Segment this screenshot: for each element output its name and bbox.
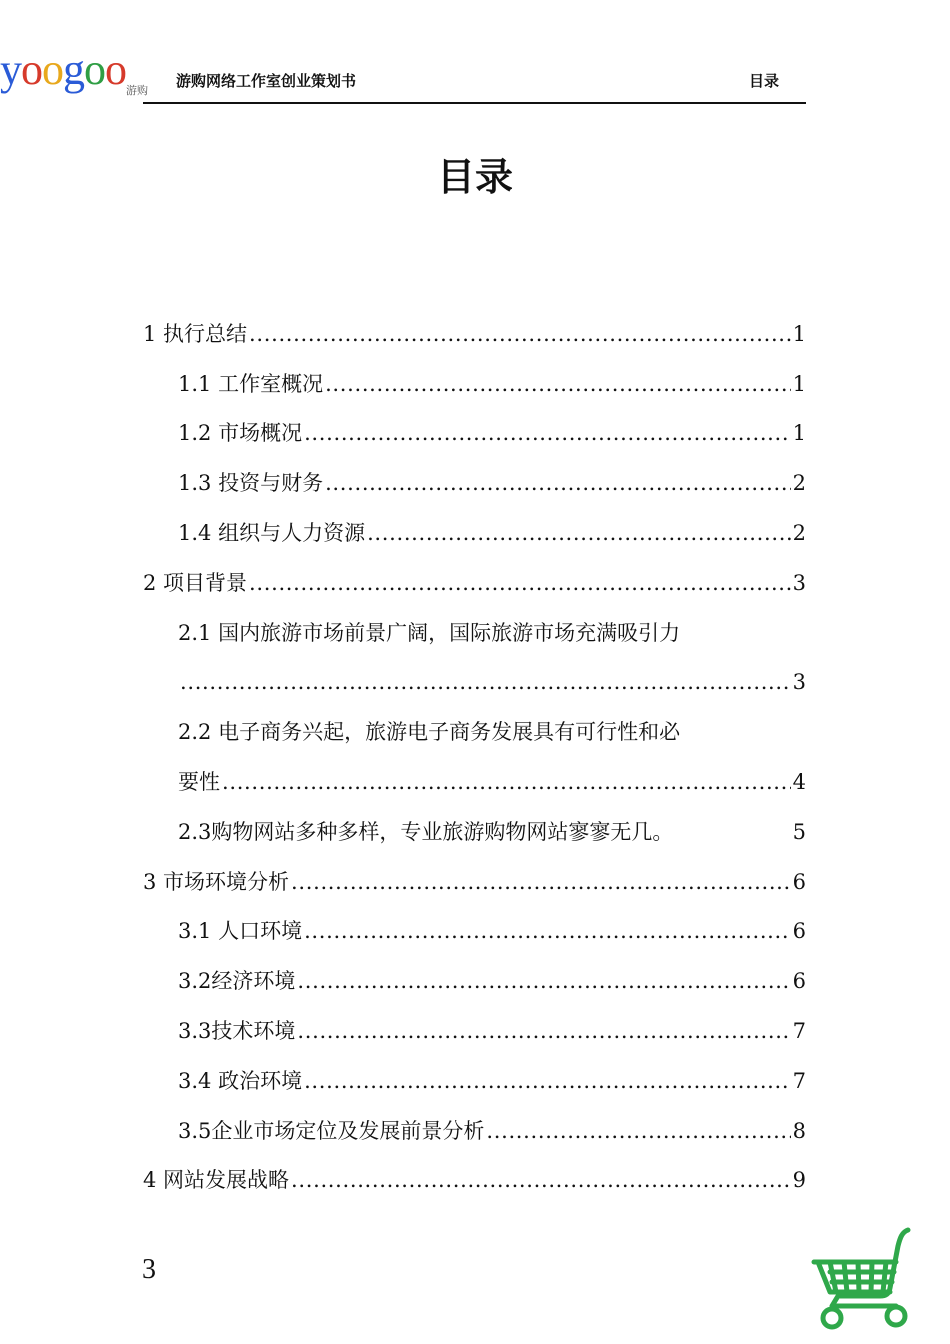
toc-entry-label: 1.2 市场概况 [178, 421, 303, 446]
toc-entry[interactable] [143, 298, 806, 348]
toc-entry-label: 3.1 人口环境 [178, 919, 303, 944]
toc-leader [367, 519, 791, 547]
page-number: 3 [142, 1254, 156, 1285]
toc-entry[interactable] [143, 796, 806, 846]
header-section-name: 目录 [749, 72, 780, 90]
toc-entry[interactable] [143, 896, 806, 946]
toc-entry[interactable] [143, 945, 806, 995]
toc-entry-page: 1 [792, 321, 806, 346]
toc-entry-label: 1.3 投资与财务 [178, 471, 324, 496]
toc-leader [249, 569, 791, 597]
toc-entry-label-continued: 要性 [178, 769, 220, 794]
toc-entry-label: 3.5企业市场定位及发展前景分析 [178, 1118, 485, 1143]
toc-leader [304, 419, 791, 447]
toc-entry[interactable] [143, 597, 806, 697]
toc-entry-page: 3 [792, 570, 806, 595]
toc-entry-page: 8 [792, 1118, 806, 1143]
toc-entry-label: 3.4 政治环境 [178, 1068, 303, 1093]
toc-entry-label: 4 网站发展战略 [143, 1168, 290, 1193]
toc-entry-page: 7 [792, 1018, 806, 1043]
toc-leader [297, 1017, 790, 1045]
header-divider [143, 102, 806, 104]
toc-leader [325, 469, 791, 497]
toc-entry[interactable] [143, 696, 806, 796]
toc-entry-page: 4 [792, 769, 806, 794]
toc-entry-label: 1 执行总结 [143, 321, 248, 346]
toc-entry-label: 3 市场环境分析 [143, 869, 290, 894]
toc-leader [291, 1166, 791, 1194]
toc-entry-label: 3.3技术环境 [178, 1018, 296, 1043]
toc-entry-label: 1.1 工作室概况 [178, 371, 324, 396]
toc-entry-page: 5 [792, 819, 806, 844]
document-title: 游购网络工作室创业策划书 [176, 72, 357, 90]
toc-entry-page: 6 [792, 919, 806, 944]
toc-leader [180, 668, 791, 696]
toc-entry[interactable] [143, 348, 806, 398]
shopping-cart-icon [810, 1226, 920, 1334]
toc-entry-page: 1 [792, 421, 806, 446]
toc-entry-page: 9 [792, 1168, 806, 1193]
toc-entry-label: 3.2经济环境 [178, 969, 296, 994]
toc-entry[interactable] [143, 547, 806, 597]
toc-entry[interactable] [143, 497, 806, 547]
toc-leader [249, 320, 791, 348]
toc-entry-page: 2 [792, 471, 806, 496]
toc-leader [325, 370, 791, 398]
logo-wordmark: yoogoo [0, 45, 126, 94]
toc-leader [304, 917, 791, 945]
toc-entry-label: 2.1 国内旅游市场前景广阔，国际旅游市场充满吸引力 [178, 620, 681, 645]
toc-entry-label: 2.2 电子商务兴起，旅游电子商务发展具有可行性和必 [178, 720, 681, 745]
toc-entry-page: 6 [792, 969, 806, 994]
table-of-contents [143, 298, 806, 1194]
toc-entry-label: 2 项目背景 [143, 570, 248, 595]
toc-entry[interactable] [143, 398, 806, 448]
toc-entry-page: 1 [792, 371, 806, 396]
yoogoo-logo [0, 45, 152, 100]
toc-entry-label: 1.4 组织与人力资源 [178, 520, 366, 545]
page-title: 目录 [436, 155, 513, 199]
toc-entry[interactable] [143, 1145, 806, 1195]
logo-subtext: 游购 [126, 84, 148, 97]
toc-entry-label: 2.3购物网站多种多样，专业旅游购物网站寥寥无几。 [178, 819, 674, 844]
toc-entry[interactable] [143, 1045, 806, 1095]
toc-leader [304, 1067, 791, 1095]
toc-entry[interactable] [143, 447, 806, 497]
toc-entry[interactable] [143, 995, 806, 1045]
toc-leader [486, 1117, 790, 1145]
toc-entry[interactable] [143, 846, 806, 896]
toc-entry-page: 3 [792, 670, 806, 695]
toc-entry-page: 6 [792, 869, 806, 894]
toc-leader [297, 967, 790, 995]
toc-entry-page: 2 [792, 520, 806, 545]
toc-entry-page: 7 [792, 1068, 806, 1093]
toc-leader [222, 768, 791, 796]
toc-leader [291, 868, 791, 896]
toc-entry[interactable] [143, 1095, 806, 1145]
